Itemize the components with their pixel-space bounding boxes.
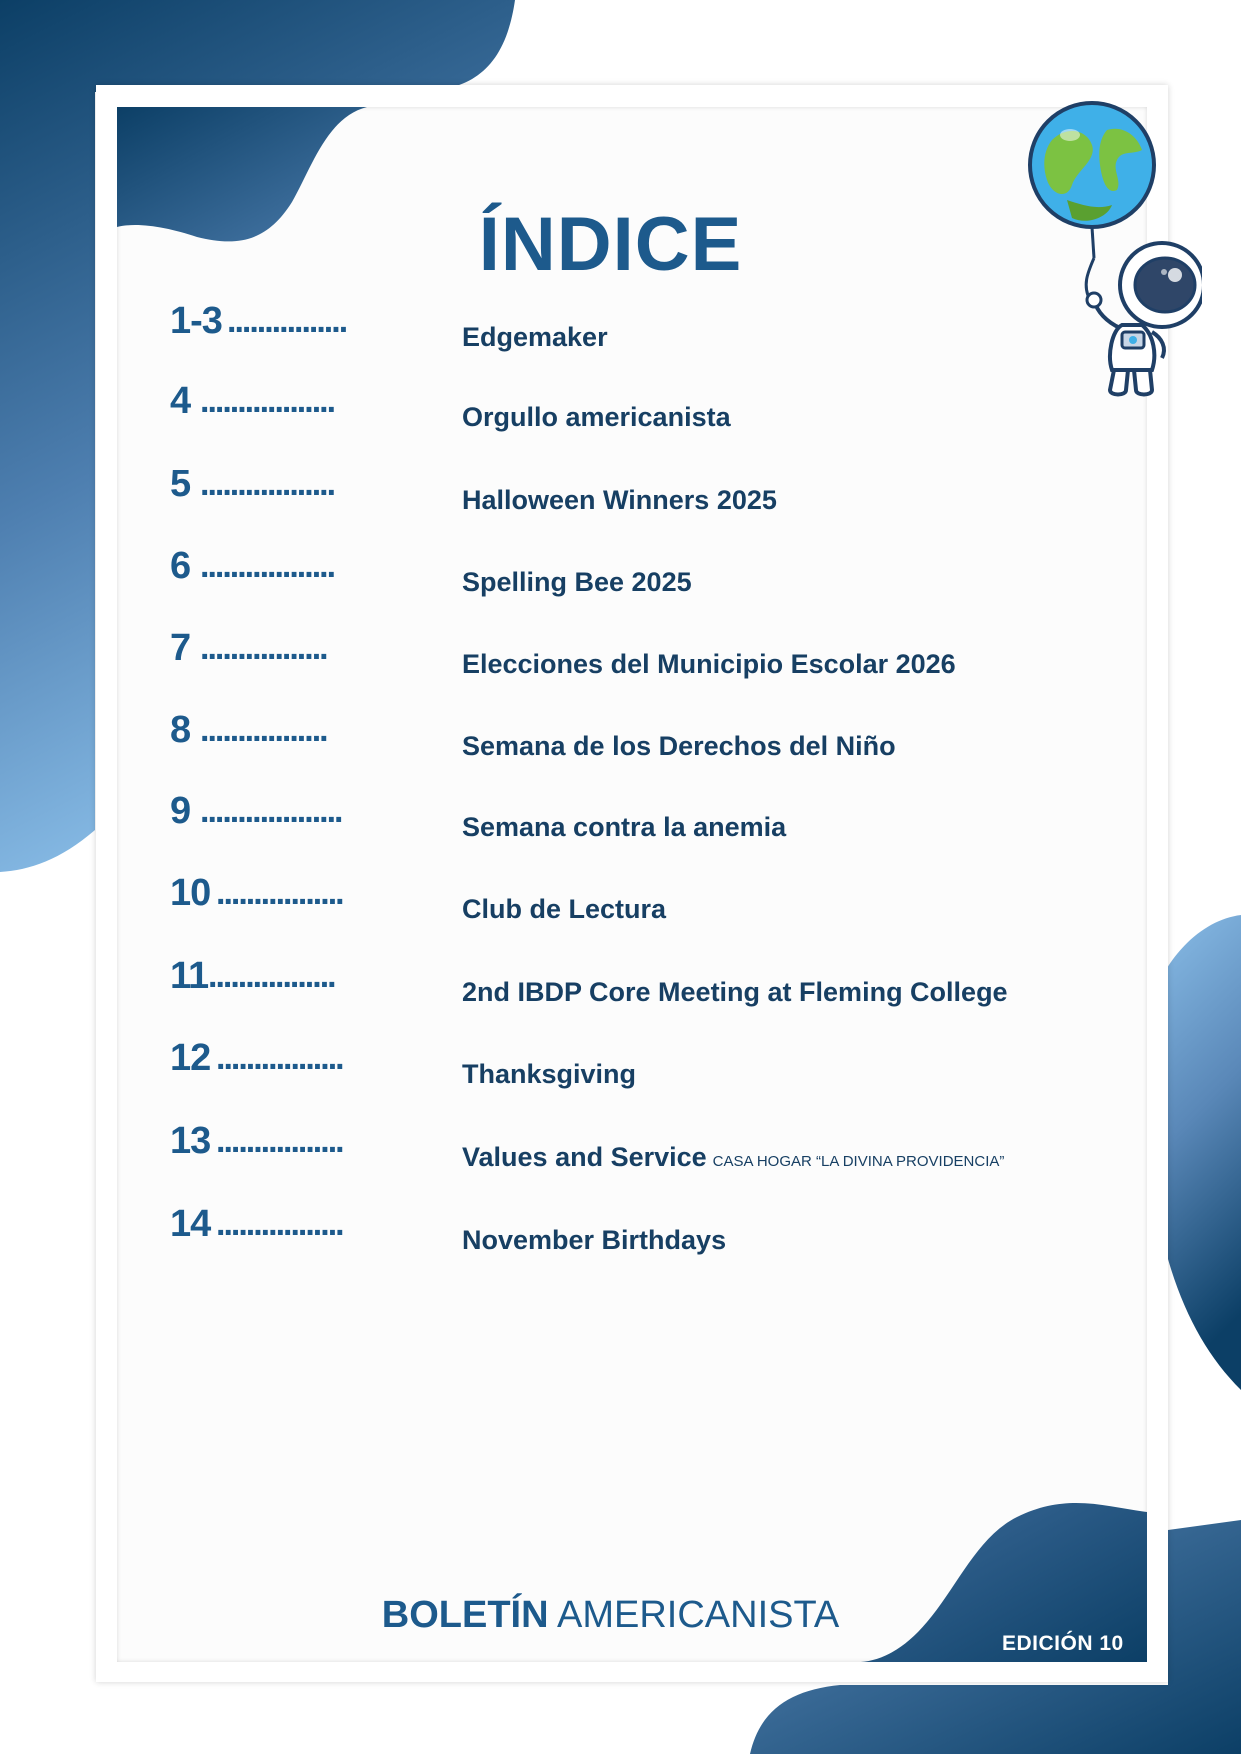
toc-entry[interactable] (170, 1203, 1090, 1263)
toc-entry-title (462, 894, 666, 925)
toc-entry-title (462, 731, 896, 762)
toc-leader-dots: ................. (208, 957, 335, 995)
toc-page-number: 5 (170, 463, 191, 505)
toc-entry-title (462, 649, 956, 680)
toc-entry[interactable] (170, 872, 1090, 932)
toc-entry-title (462, 567, 692, 598)
toc-entry-title (462, 977, 1008, 1008)
toc-entry-title-text: Elecciones del Municipio Escolar 2026 (462, 649, 956, 679)
toc-leader-dots: ................. (200, 711, 327, 749)
toc-entry-title-text: 2nd IBDP Core Meeting at Fleming College (462, 977, 1008, 1007)
toc-leader-dots: .................. (200, 465, 335, 503)
toc-page-number: 1-3 (170, 300, 222, 342)
toc-leader-dots: ................... (200, 792, 342, 830)
toc-page-number: 10 (170, 872, 211, 914)
toc-entry-title (462, 1225, 726, 1256)
toc-page-number: 4 (170, 380, 191, 422)
toc-page-number: 12 (170, 1037, 211, 1079)
toc-entry-subtitle: CASA HOGAR “LA DIVINA PROVIDENCIA” (712, 1153, 1005, 1170)
newsletter-brand (0, 1594, 1221, 1637)
toc-entry[interactable] (170, 627, 1090, 687)
toc-entry-title (462, 1059, 636, 1090)
toc-entry-title (462, 1142, 1004, 1173)
page-title: ÍNDICE (478, 201, 743, 287)
toc-page-number: 6 (170, 545, 191, 587)
edition-label: EDICIÓN 10 (1002, 1632, 1124, 1655)
toc-entry[interactable] (170, 1120, 1090, 1180)
toc-entry[interactable] (170, 545, 1090, 605)
toc-entry[interactable] (170, 790, 1090, 850)
toc-entry-title (462, 402, 731, 433)
toc-entry-title (462, 485, 777, 516)
astronaut (1086, 243, 1202, 395)
toc-entry-title-text: November Birthdays (462, 1225, 727, 1255)
toc-entry[interactable] (170, 1037, 1090, 1097)
toc-leader-dots: ................. (200, 629, 327, 667)
brand-bold: BOLETÍN (381, 1594, 549, 1636)
toc-entry-title-text: Semana de los Derechos del Niño (462, 731, 896, 761)
toc-entry[interactable] (170, 300, 1090, 360)
toc-entry-title-text: Semana contra la anemia (462, 812, 787, 842)
brand-light: AMERICANISTA (557, 1594, 840, 1636)
toc-entry-title-text: Edgemaker (462, 322, 608, 352)
toc-entry-title-text: Orgullo americanista (462, 402, 731, 432)
toc-page-number: 9 (170, 790, 191, 832)
toc-entry-title-text: Halloween Winners 2025 (462, 485, 777, 515)
toc-page-number: 13 (170, 1120, 211, 1162)
toc-leader-dots: ................. (216, 1122, 343, 1160)
toc-entry[interactable] (170, 463, 1090, 523)
toc-leader-dots: .................. (200, 382, 335, 420)
toc-page-number: 11 (170, 955, 209, 997)
toc-page-number: 8 (170, 709, 191, 751)
toc-entry[interactable] (170, 955, 1090, 1015)
toc-leader-dots: ................. (216, 874, 343, 912)
toc-page-number: 14 (170, 1203, 211, 1245)
toc-leader-dots: ................. (216, 1039, 343, 1077)
toc-entry-title-text: Club de Lectura (462, 894, 667, 924)
toc-leader-dots: ................ (227, 302, 347, 340)
toc-entry[interactable] (170, 709, 1090, 769)
toc-leader-dots: .................. (200, 547, 335, 585)
toc-entry-title-text: Values and Service (462, 1142, 707, 1172)
toc-entry[interactable] (170, 380, 1090, 440)
globe-icon (1030, 103, 1154, 227)
toc-leader-dots: ................. (216, 1205, 343, 1243)
balloon-string (1092, 227, 1094, 258)
toc-page-number: 7 (170, 627, 191, 669)
toc-entry-title-text: Thanksgiving (462, 1059, 637, 1089)
toc-entry-title-text: Spelling Bee 2025 (462, 567, 692, 597)
toc-entry-title (462, 322, 608, 353)
toc-entry-title (462, 812, 786, 843)
